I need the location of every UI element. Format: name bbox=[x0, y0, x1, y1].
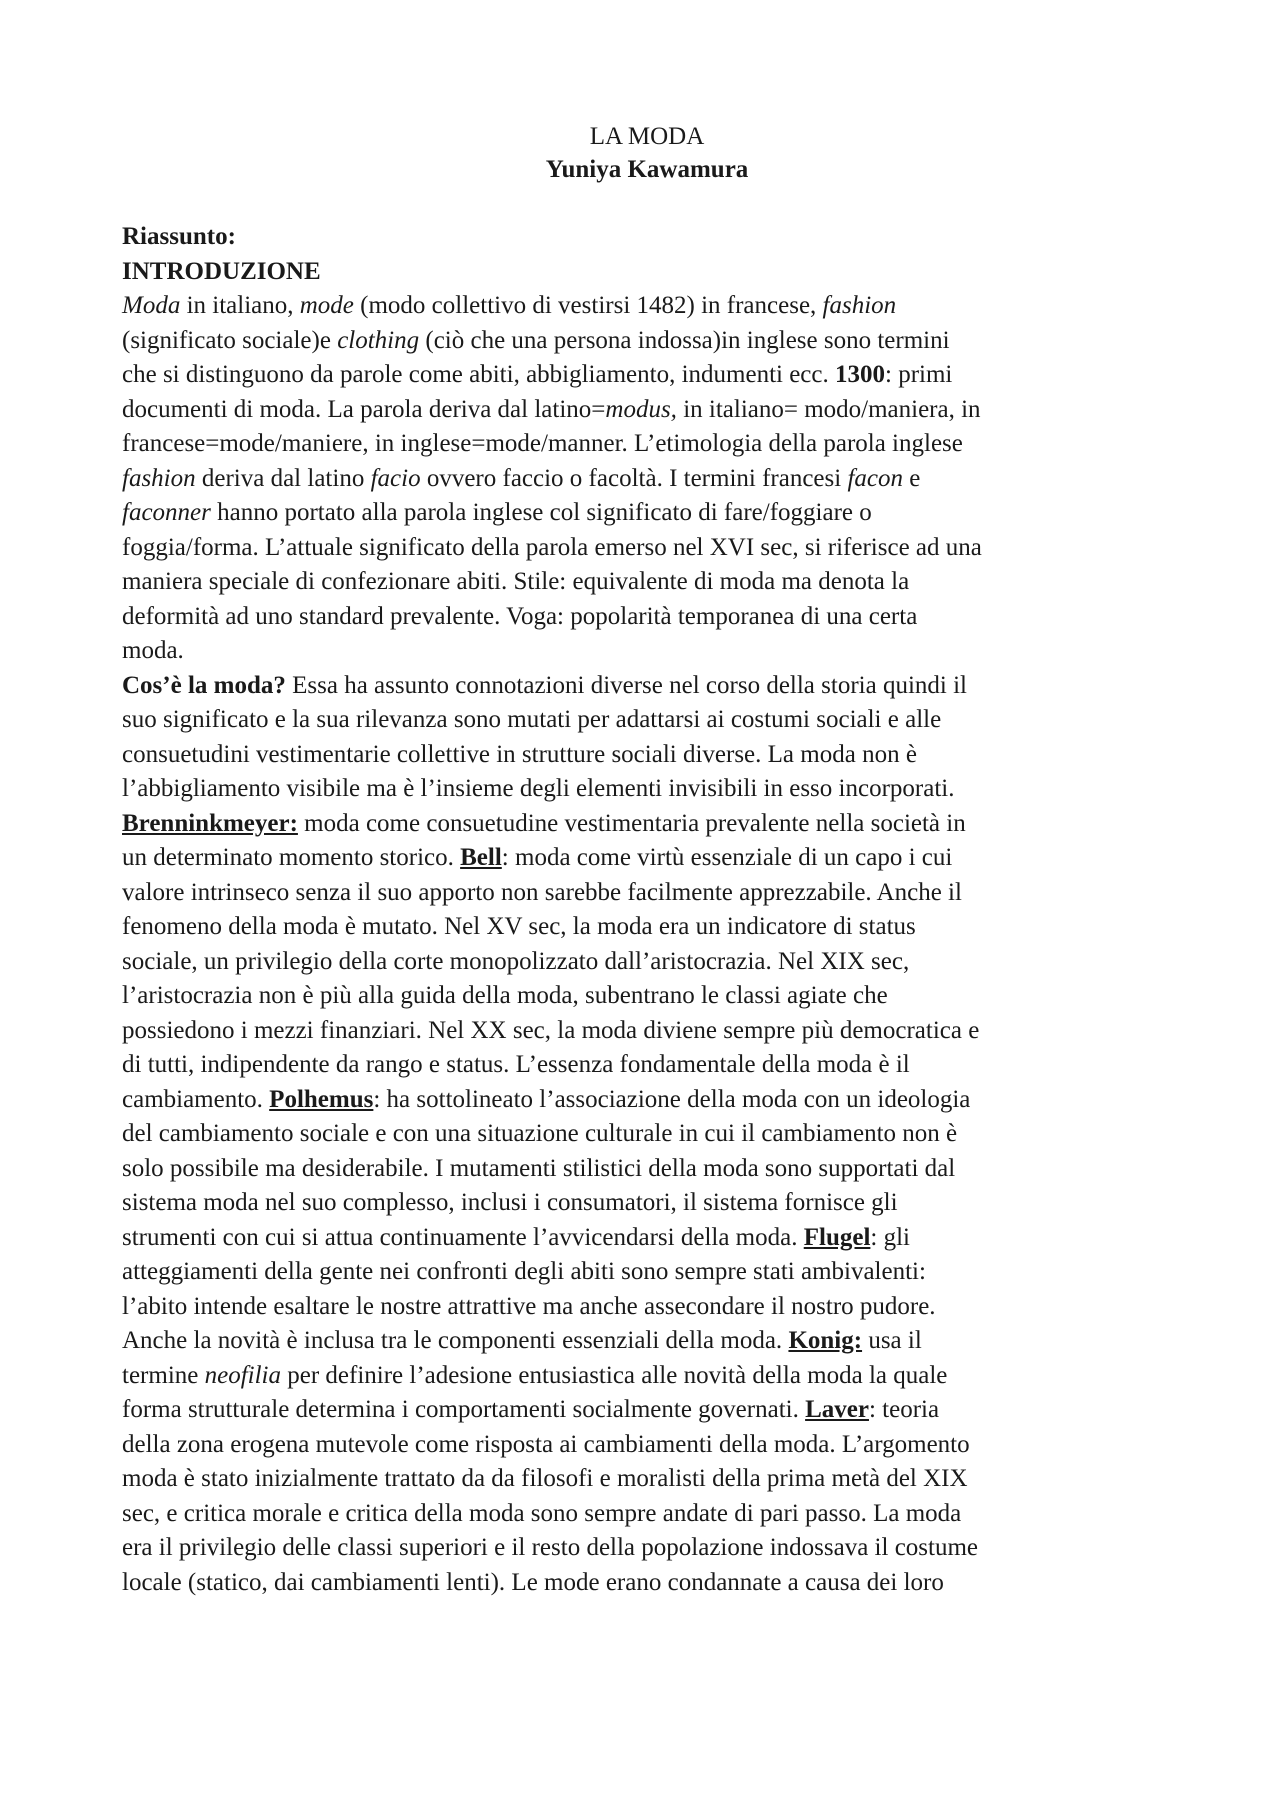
summary-heading: Riassunto: bbox=[122, 223, 236, 250]
spacer bbox=[122, 186, 1172, 220]
text-line bbox=[122, 1462, 1172, 1497]
italic-term: Moda bbox=[122, 292, 181, 319]
text-run: Anche la novità è inclusa tra le componenti essenziali della moda. bbox=[122, 1327, 789, 1354]
text-line bbox=[122, 738, 1172, 773]
text-line bbox=[122, 1566, 1172, 1601]
text-line bbox=[122, 979, 1172, 1014]
text-line bbox=[122, 1221, 1172, 1256]
text-run: termine bbox=[122, 1361, 205, 1389]
italic-term: modus, bbox=[605, 395, 677, 423]
italic-term: facon bbox=[847, 464, 904, 492]
text-line bbox=[122, 324, 1172, 359]
author-reference: Flugel bbox=[803, 1223, 871, 1251]
text-run: (significato sociale)e bbox=[122, 326, 338, 354]
text-line bbox=[122, 1117, 1172, 1152]
text-run: l’aristocrazia non è più alla guida della moda, subentrano le classi agiate che bbox=[122, 982, 888, 1009]
text-run: atteggiamenti della gente nei confronti degli abiti sono sempre stati ambivalenti: bbox=[122, 1258, 926, 1285]
text-run: foggia/forma. L’attuale significato della parola emerso nel XVI sec, si riferisce ad una bbox=[122, 533, 982, 561]
text-line bbox=[122, 772, 1172, 807]
text-run: era il privilegio delle classi superiori e il resto della popolazione indossava il costume bbox=[122, 1534, 979, 1561]
author-reference: Polhemus bbox=[269, 1085, 374, 1113]
text-line bbox=[122, 1324, 1172, 1359]
text-run: del cambiamento sociale e con una situazione culturale in cui il cambiamento non è bbox=[122, 1120, 958, 1147]
text-run: per definire l’adesione entusiastica alle novità della moda la quale bbox=[281, 1361, 948, 1389]
text-line bbox=[122, 1359, 1172, 1394]
text-line bbox=[122, 703, 1172, 738]
text-line bbox=[122, 669, 1172, 704]
text-line bbox=[122, 1255, 1172, 1290]
text-run: in italiano, bbox=[180, 292, 300, 319]
text-line bbox=[122, 1497, 1172, 1532]
text-run: cambiamento. bbox=[122, 1085, 270, 1113]
text-run: valore intrinseco senza il suo apporto non sarebbe facilmente apprezzabile. Anche il bbox=[122, 878, 962, 906]
text-run: : moda come virtù essenziale di un capo i cui bbox=[501, 844, 953, 871]
text-line bbox=[122, 841, 1172, 876]
text-line bbox=[122, 1083, 1172, 1118]
text-line bbox=[122, 565, 1172, 600]
text-run: (modo collettivo di vestirsi 1482) in francese, bbox=[353, 292, 823, 319]
text-line bbox=[122, 807, 1172, 842]
italic-term: mode bbox=[299, 292, 354, 319]
author-reference: Konig: bbox=[788, 1327, 863, 1354]
text-run: possiedono i mezzi finanziari. Nel XX sec, la moda diviene sempre più democratica e bbox=[122, 1016, 980, 1044]
document-author: Yuniya Kawamura bbox=[545, 156, 749, 183]
text-line bbox=[122, 358, 1172, 393]
text-line bbox=[122, 1290, 1172, 1325]
text-run: solo possibile ma desiderabile. I mutamenti stilistici della moda sono supportati dal bbox=[122, 1154, 956, 1182]
text-run: usa il bbox=[862, 1327, 922, 1354]
text-run: hanno portato alla parola inglese col significato di fare/foggiare o bbox=[210, 499, 872, 526]
introduction-heading: INTRODUZIONE bbox=[122, 257, 321, 285]
text-run: forma strutturale determina i comportamenti socialmente governati. bbox=[122, 1396, 806, 1423]
text-line bbox=[122, 462, 1172, 497]
text-line bbox=[122, 427, 1172, 462]
text-run: Essa ha assunto connotazioni diverse nel corso della storia quindi il bbox=[285, 671, 967, 699]
text-line bbox=[122, 1048, 1172, 1083]
text-line bbox=[122, 910, 1172, 945]
text-run: consuetudini vestimentarie collettive in strutture sociali diverse. La moda non è bbox=[122, 740, 917, 768]
author-reference: Brenninkmeyer: bbox=[122, 809, 298, 837]
text-run: : ha sottolineato l’associazione della moda con un ideologia bbox=[373, 1085, 971, 1113]
text-run: moda è stato inizialmente trattato da da filosofi e moralisti della prima metà del XIX bbox=[122, 1465, 968, 1492]
text-line bbox=[122, 634, 1172, 669]
text-line bbox=[122, 1393, 1172, 1428]
text-run: : primi bbox=[885, 361, 953, 388]
text-run: sistema moda nel suo complesso, inclusi i consumatori, il sistema fornisce gli bbox=[122, 1189, 898, 1216]
text-run: che si distinguono da parole come abiti, abbigliamento, indumenti ecc. bbox=[122, 361, 836, 388]
text-run: un determinato momento storico. bbox=[122, 844, 461, 871]
text-run: l’abito intende esaltare le nostre attrattive ma anche assecondare il nostro pudore. bbox=[122, 1292, 936, 1320]
text-run: in italiano= modo/maniera, in bbox=[676, 395, 981, 423]
author-reference: Laver bbox=[805, 1396, 869, 1423]
document-page bbox=[122, 120, 1172, 1600]
text-run: maniera speciale di confezionare abiti. Stile: equivalente di moda ma denota la bbox=[122, 568, 910, 595]
text-run: sociale, un privilegio della corte monopolizzato dall’aristocrazia. Nel XIX sec, bbox=[122, 947, 910, 975]
text-run: sec, e critica morale e critica della moda sono sempre andate di pari passo. La moda bbox=[122, 1499, 962, 1527]
text-run: moda. bbox=[122, 637, 184, 664]
text-run: deformità ad uno standard prevalente. Voga: popolarità temporanea di una certa bbox=[122, 602, 918, 630]
text-run: strumenti con cui si attua continuamente l’avvicendarsi della moda. bbox=[122, 1223, 804, 1251]
text-line bbox=[122, 393, 1172, 428]
bold-term: 1300 bbox=[835, 361, 886, 388]
bold-term: Cos’è la moda? bbox=[122, 671, 286, 699]
text-run: : gli bbox=[870, 1223, 910, 1251]
text-run: (ciò che una persona indossa)in inglese sono termini bbox=[419, 326, 950, 354]
text-run: di tutti, indipendente da rango e status. L’essenza fondamentale della moda è il bbox=[122, 1051, 910, 1078]
text-line bbox=[122, 1014, 1172, 1049]
text-run: suo significato e la sua rilevanza sono mutati per adattarsi ai costumi sociali e alle bbox=[122, 706, 942, 733]
text-run: deriva dal latino bbox=[195, 464, 371, 492]
text-run: della zona erogena mutevole come risposta ai cambiamenti della moda. L’argomento bbox=[122, 1430, 970, 1458]
text-line bbox=[122, 531, 1172, 566]
text-run: e bbox=[903, 464, 921, 492]
text-line bbox=[122, 1531, 1172, 1566]
text-line bbox=[122, 876, 1172, 911]
text-run: : teoria bbox=[868, 1396, 940, 1423]
text-line bbox=[122, 945, 1172, 980]
italic-term: facio bbox=[370, 464, 421, 492]
document-title: LA MODA bbox=[589, 123, 705, 150]
italic-term: fashion bbox=[122, 464, 196, 492]
text-run: fenomeno della moda è mutato. Nel XV sec, la moda era un indicatore di status bbox=[122, 913, 916, 940]
text-run: documenti di moda. La parola deriva dal latino= bbox=[122, 395, 606, 423]
text-line bbox=[122, 1186, 1172, 1221]
italic-term: fashion bbox=[822, 292, 897, 319]
text-line bbox=[122, 496, 1172, 531]
body-paragraph bbox=[122, 289, 1172, 1600]
italic-term: neofilia bbox=[204, 1361, 281, 1389]
italic-term: faconner bbox=[122, 499, 211, 526]
text-run: l’abbigliamento visibile ma è l’insieme degli elementi invisibili in esso incorporati. bbox=[122, 775, 955, 802]
text-run: ovvero faccio o facoltà. I termini francesi bbox=[420, 464, 848, 492]
text-line bbox=[122, 1152, 1172, 1187]
italic-term: clothing bbox=[337, 326, 420, 354]
text-line bbox=[122, 1428, 1172, 1463]
text-run: locale (statico, dai cambiamenti lenti). Le mode erano condannate a causa dei loro bbox=[122, 1568, 944, 1596]
author-reference: Bell bbox=[460, 844, 502, 871]
text-line bbox=[122, 600, 1172, 635]
text-run: francese=mode/maniere, in inglese=mode/manner. L’etimologia della parola inglese bbox=[122, 430, 963, 457]
text-line bbox=[122, 289, 1172, 324]
text-run: moda come consuetudine vestimentaria prevalente nella società in bbox=[297, 809, 966, 837]
